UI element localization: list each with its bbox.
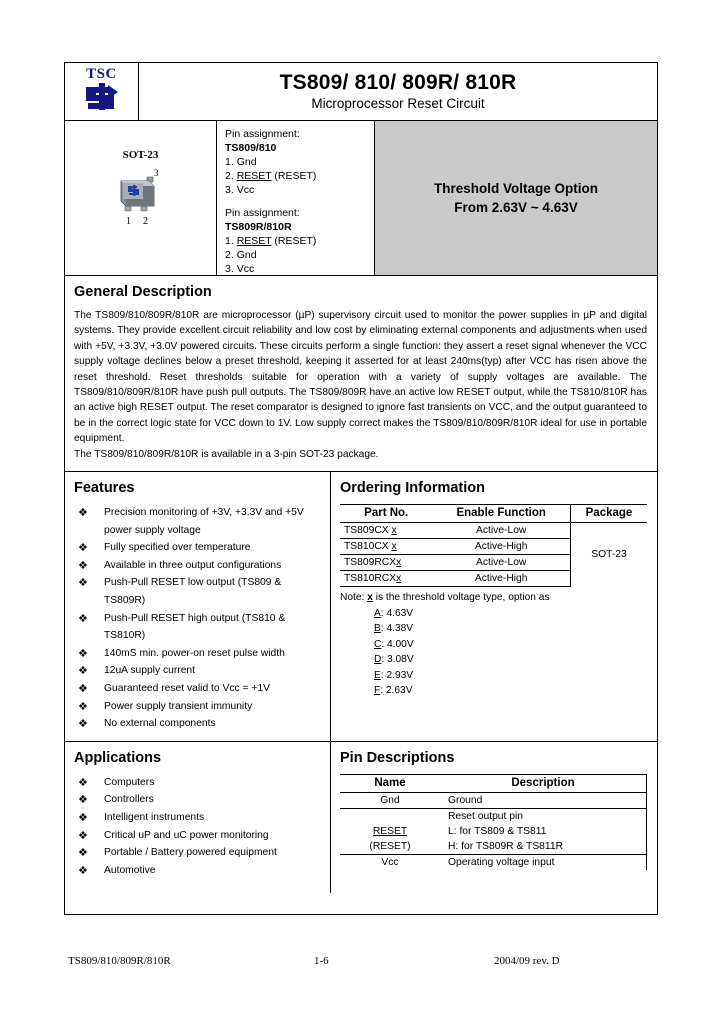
features-list: [74, 504, 324, 733]
ordering-information-section: [331, 472, 657, 741]
pin-assignment-2-part: TS809R/810R: [225, 221, 292, 233]
list-item: [74, 645, 324, 663]
diamond-bullet-icon: ❖: [78, 811, 88, 824]
pin-assignment-cell: [217, 121, 375, 275]
feature-text: 140mS min. power-on reset pulse width: [104, 647, 285, 659]
spacer: [225, 197, 374, 206]
cell-pin-name: [340, 824, 440, 839]
part-base: TS810CX: [344, 541, 389, 553]
general-description-section: [65, 276, 657, 472]
cell-part-no: [340, 539, 432, 555]
header-titles: [139, 63, 657, 120]
threshold-line-1: Threshold Voltage Option: [434, 181, 598, 196]
cell-pin-name: [340, 808, 440, 824]
option-letter: E: [374, 669, 381, 681]
pin-assignment-2-item-1: [225, 234, 374, 248]
diamond-bullet-icon: ❖: [78, 829, 88, 842]
threshold-option-b: [374, 621, 647, 637]
pin-descriptions-section: [331, 742, 657, 894]
diamond-bullet-icon: ❖: [78, 794, 88, 807]
part-x-suffix: x: [391, 525, 397, 537]
pin-num: 2.: [225, 170, 234, 182]
diamond-bullet-icon: ❖: [78, 864, 88, 877]
column-header-package: Package: [570, 505, 647, 523]
pin-num: 1.: [225, 235, 234, 247]
pin-assignment-1-heading: Pin assignment:: [225, 128, 300, 140]
footer-revision: 2004/09 rev. D: [494, 955, 560, 967]
cell-enable-function: Active-Low: [432, 555, 570, 571]
logo-text: TSC: [86, 65, 117, 82]
feature-text: Fully specified over temperature: [104, 542, 251, 554]
diamond-bullet-icon: ❖: [78, 559, 88, 572]
column-header-part-no: Part No.: [340, 505, 432, 523]
threshold-option-d: [374, 652, 647, 668]
diamond-bullet-icon: ❖: [78, 507, 88, 520]
page-title: TS809/ 810/ 809R/ 810R: [279, 71, 517, 94]
cell-pin-name: Gnd: [380, 794, 400, 806]
cell-enable-function: Active-High: [432, 571, 570, 587]
note-prefix: Note:: [340, 592, 368, 604]
ordering-table: [340, 504, 647, 587]
logo-s-monogram-icon: [80, 81, 124, 116]
pin-name-suffix: (RESET): [271, 170, 317, 182]
option-letter: F: [374, 685, 381, 697]
part-base: TS809CX: [344, 525, 389, 537]
feature-text: Power supply transient immunity: [104, 700, 253, 712]
table-row: [340, 839, 647, 855]
part-x-suffix: x: [396, 573, 402, 585]
feature-text: Guaranteed reset valid to Vcc = +1V: [104, 683, 270, 694]
table-row: [340, 854, 647, 870]
table-row: [340, 523, 647, 539]
list-item: [74, 662, 324, 680]
option-value: : 2.93V: [380, 669, 414, 681]
applications-list: [74, 774, 324, 880]
pin-name: Vcc: [236, 263, 255, 275]
diamond-bullet-icon: ❖: [78, 847, 88, 860]
cell-enable-function: Active-Low: [432, 523, 570, 539]
pin-name: Gnd: [236, 249, 257, 261]
pin-assignment-2-item-3: [225, 262, 374, 276]
threshold-voltage-panel: [375, 121, 657, 275]
diamond-bullet-icon: ❖: [78, 776, 88, 789]
threshold-option-a: [374, 606, 647, 622]
option-letter: A: [374, 607, 381, 619]
page-header: [65, 63, 657, 121]
footer-part-numbers: TS809/810/809R/810R: [68, 955, 171, 967]
sot23-package-icon: [109, 165, 173, 227]
application-text: Critical uP and uC power monitoring: [104, 829, 269, 841]
application-text: Automotive: [104, 864, 156, 876]
ordering-note: [340, 590, 647, 699]
option-value: : 4.38V: [380, 623, 414, 635]
cell-pin-description: Reset output pin: [440, 808, 647, 824]
tsc-logo: [73, 65, 131, 116]
diamond-bullet-icon: ❖: [78, 683, 88, 695]
pin-name: Gnd: [236, 156, 257, 168]
pin-name-suffix: (RESET): [271, 235, 317, 247]
cell-pin-description: Operating voltage input: [440, 854, 647, 870]
table-row: [340, 824, 647, 839]
info-band: [65, 121, 657, 276]
pin-assignment-1-item-2: [225, 169, 374, 183]
ordering-information-title: Ordering Information: [340, 480, 485, 497]
feature-text: Push-Pull RESET high output (TS810 & TS810R): [104, 612, 286, 642]
pin-name: Vcc: [236, 184, 255, 196]
applications-title: Applications: [74, 749, 162, 766]
note-x-variable: x: [367, 592, 373, 604]
part-base: TS810RCX: [344, 573, 397, 585]
feature-text: No external components: [104, 718, 216, 730]
pin-name: RESET: [236, 235, 272, 247]
part-base: TS809RCX: [344, 557, 397, 569]
table-header-row: [340, 774, 647, 792]
cell-pin-description: H: for TS809R & TS811R: [440, 839, 647, 855]
list-item: [74, 557, 324, 575]
threshold-option-e: [374, 668, 647, 684]
pin-assignment-1-item-3: [225, 183, 374, 197]
cell-part-no: [340, 555, 432, 571]
general-description-paragraph-2: The TS809/810/809R/810R is available in a 3-pin SOT-23 package.: [74, 448, 379, 460]
diamond-bullet-icon: ❖: [78, 612, 88, 625]
general-description-paragraph-1: The TS809/810/809R/810R are microprocessor (µP) supervisory circuit used to monitor the power supplies in µP and digital systems. They provide excellent circuit reliability and low cost by eliminating external components and adjustments when used with +5V, +3.3V, +3.0V powered circuits. These circuits perform a single function: they assert a reset signal whenever the VCC supply voltage declines below a preset threshold, keeping it asserted for at least 240ms(typ) after VCC has risen above the reset threshold. Reset thresholds suitable for operation with a variety of supply voltages are available. The TS809/810/809R/810R have push pull outputs. The TS809/809R have an active low RESET output, while the TS810/810R has an active high RESET output. The reset comparator is designed to ignore fast transients on VCC, and the output guaranteed to be in the correct logic state for VCC down to 1V. Low supply correct makes the TS809/810/809R/810R ideal for use in portable equipment.: [74, 310, 647, 445]
option-value: : 4.00V: [381, 638, 414, 650]
features-title: Features: [74, 480, 135, 497]
list-item: [74, 680, 324, 698]
cell-pin-name: (RESET): [369, 840, 411, 852]
column-header-name: Name: [340, 774, 440, 792]
applications-section: [65, 742, 331, 894]
list-item: [74, 610, 324, 645]
pin-name-reset: RESET: [372, 825, 408, 837]
diamond-bullet-icon: ❖: [78, 700, 88, 713]
feature-text: Available in three output configurations: [104, 559, 282, 571]
part-x-suffix: x: [396, 557, 402, 569]
content-frame: [64, 62, 658, 915]
svg-text:1: 1: [125, 216, 131, 227]
option-letter: C: [374, 638, 382, 650]
package-label: SOT-23: [122, 149, 159, 161]
feature-text: Precision monitoring of +3V, +3.3V and +5V power supply voltage: [104, 507, 304, 536]
applications-pindesc-row: [65, 742, 657, 894]
cell-enable-function: Active-High: [432, 539, 570, 555]
option-letter: D: [374, 654, 382, 666]
cell-pin-description: L: for TS809 & TS811: [440, 824, 647, 839]
option-value: : 3.08V: [381, 654, 414, 666]
table-row: [340, 792, 647, 808]
table-row: [340, 808, 647, 824]
logo-cell: [65, 63, 139, 120]
cell-part-no: [340, 571, 432, 587]
footer-page-number: 1-6: [314, 955, 329, 967]
feature-text: Push-Pull RESET low output (TS809 & TS809R): [104, 577, 282, 607]
pin-num: 3.: [225, 184, 234, 196]
application-text: Controllers: [104, 794, 154, 806]
pin-descriptions-title: Pin Descriptions: [340, 749, 455, 766]
list-item: [74, 539, 324, 557]
feature-text: 12uA supply current: [104, 665, 196, 677]
table-header-row: [340, 505, 647, 523]
package-illustration-cell: [65, 121, 217, 275]
column-header-description: Description: [440, 774, 647, 792]
threshold-line-2: From 2.63V ~ 4.63V: [454, 200, 578, 215]
svg-text:2: 2: [142, 216, 148, 227]
application-text: Intelligent instruments: [104, 811, 205, 823]
pin-assignment-1-part: TS809/810: [225, 142, 277, 154]
list-item: [74, 698, 324, 716]
list-item: [74, 809, 324, 827]
application-text: Portable / Battery powered equipment: [104, 847, 277, 859]
list-item: [74, 774, 324, 792]
features-ordering-row: [65, 472, 657, 742]
option-value: : 2.63V: [380, 685, 413, 697]
option-value: : 4.63V: [380, 607, 414, 619]
general-description-title: General Description: [74, 284, 212, 300]
list-item: [74, 574, 324, 609]
diamond-bullet-icon: ❖: [78, 718, 88, 731]
diamond-bullet-icon: ❖: [78, 577, 88, 590]
application-text: Computers: [104, 776, 155, 788]
list-item: [74, 827, 324, 845]
cell-package: SOT-23: [570, 523, 647, 587]
pin-name: RESET: [236, 170, 272, 182]
pin-assignment-2-heading: Pin assignment:: [225, 207, 300, 219]
list-item: [74, 715, 324, 733]
list-item: [74, 791, 324, 809]
pin-num: 3.: [225, 263, 234, 275]
list-item: [74, 504, 324, 539]
threshold-option-f: [374, 683, 647, 699]
pin-assignment-2-item-2: [225, 248, 374, 262]
note-text: is the threshold voltage type, option as: [372, 592, 550, 604]
features-section: [65, 472, 331, 741]
cell-pin-name: Vcc: [381, 856, 399, 868]
part-x-suffix: x: [391, 541, 397, 553]
pin-num: 2.: [225, 249, 234, 261]
list-item: [74, 844, 324, 862]
list-item: [74, 862, 324, 880]
option-letter: B: [374, 623, 381, 635]
page-subtitle: Microprocessor Reset Circuit: [311, 96, 485, 111]
cell-part-no: [340, 523, 432, 539]
cell-pin-description: Ground: [440, 792, 647, 808]
pin-descriptions-table: [340, 774, 647, 870]
diamond-bullet-icon: ❖: [78, 542, 88, 555]
svg-text:3: 3: [153, 168, 158, 178]
threshold-option-c: [374, 637, 647, 653]
diamond-bullet-icon: ❖: [78, 647, 88, 660]
diamond-bullet-icon: ❖: [78, 665, 88, 678]
pin-assignment-1-item-1: [225, 155, 374, 169]
column-header-enable-function: Enable Function: [432, 505, 570, 523]
pin-num: 1.: [225, 156, 234, 168]
